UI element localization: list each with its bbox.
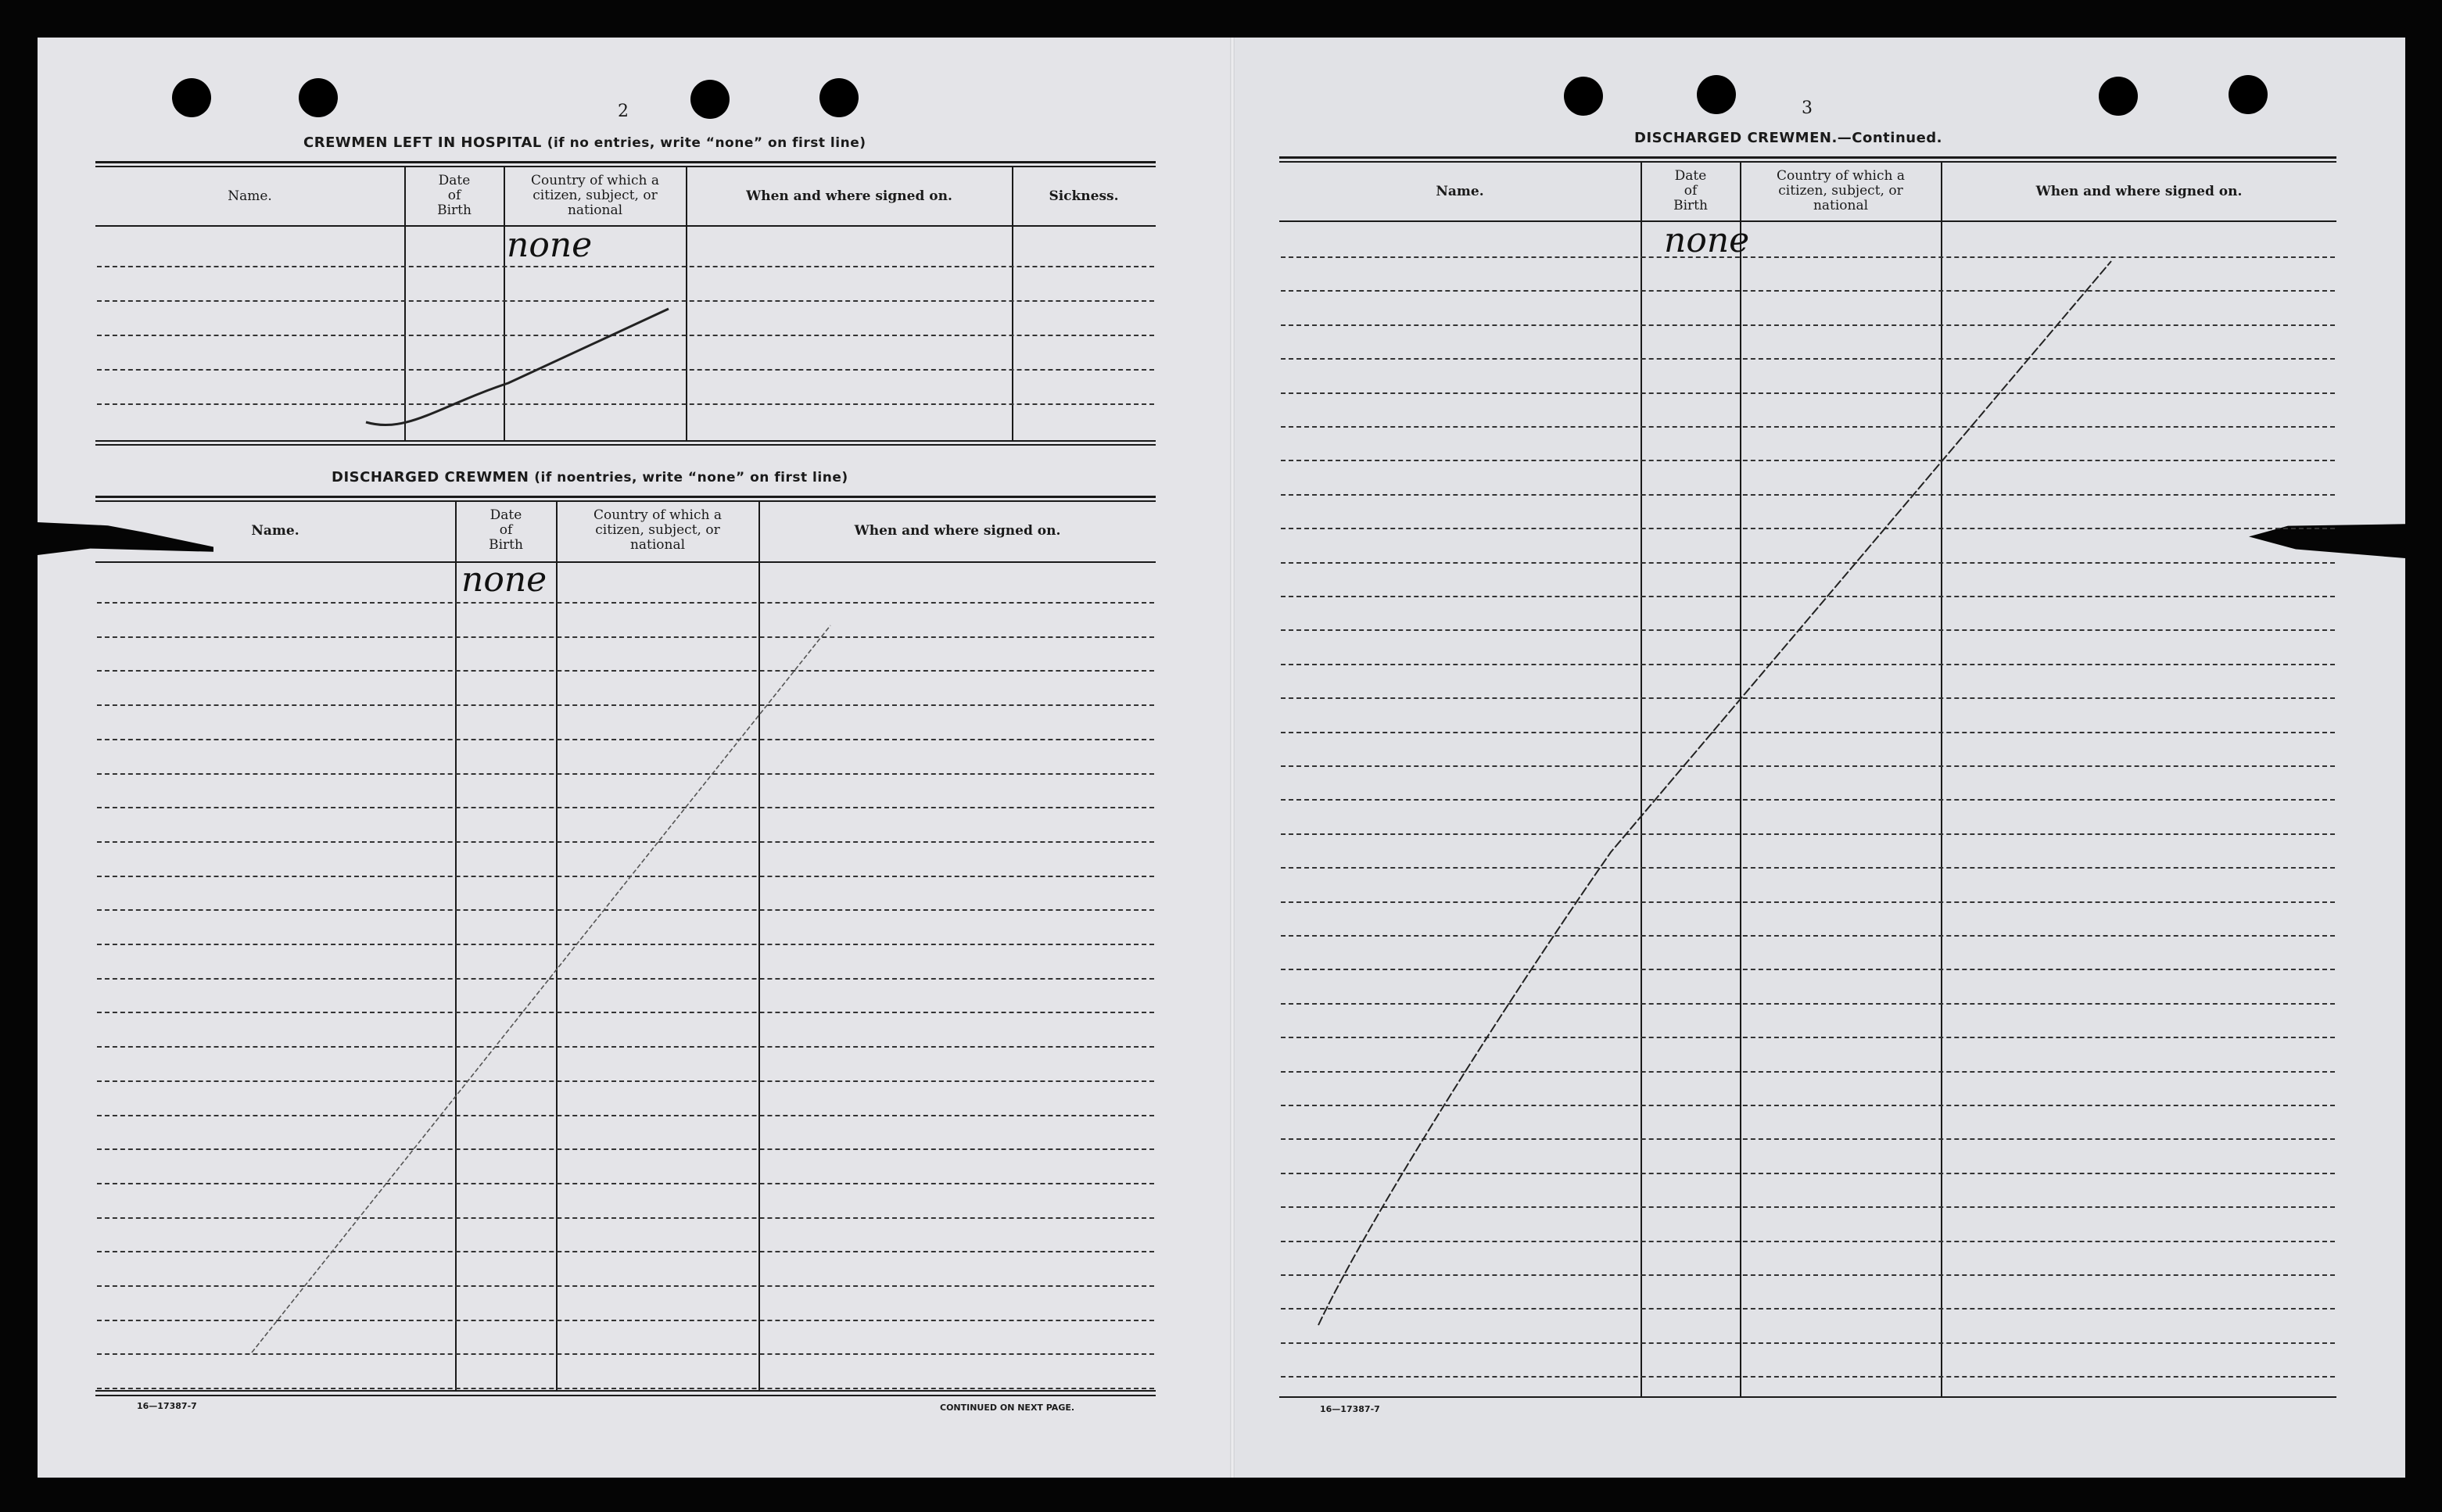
form-number: 16—17387-7 (1320, 1404, 1380, 1414)
handwritten-none: none (1664, 220, 1750, 260)
page-number: 2 (618, 102, 629, 121)
col-header-text: Name. (1436, 184, 1484, 199)
col-header-text: Country of which a citizen, subject, or national (531, 173, 659, 218)
col-header-text: Name. (251, 523, 299, 539)
discharged-title-text: DISCHARGED CREWMEN (332, 469, 529, 485)
col-header-text: Sickness. (1049, 188, 1119, 204)
hospital-title-text: CREWMEN LEFT IN HOSPITAL (303, 134, 542, 151)
cross-out-stroke (252, 625, 830, 1353)
col-header-text: Name. (228, 188, 272, 204)
discharged-instruction: (if noentries, write “none” on first line) (534, 470, 848, 485)
hospital-instruction: (if no entries, write “none” on first line) (547, 135, 866, 151)
cross-out-stroke (366, 309, 669, 425)
col-header-text: Date of Birth (1673, 168, 1708, 213)
continued-note: CONTINUED ON NEXT PAGE. (940, 1403, 1075, 1413)
col-header-text: When and where signed on. (2035, 184, 2243, 199)
discharged-continued-title: DISCHARGED CREWMEN.—Continued. (1634, 130, 1943, 146)
col-header-text: Date of Birth (437, 173, 472, 218)
handwritten-none: none (507, 225, 593, 265)
col-header-text: Country of which a citizen, subject, or national (1777, 168, 1905, 213)
col-header-text: Date of Birth (489, 507, 523, 553)
form-number: 16—17387-7 (137, 1401, 197, 1411)
col-header-text: When and where signed on. (746, 188, 952, 204)
page-number: 3 (1802, 99, 1813, 118)
handwritten-none: none (461, 560, 547, 600)
col-header-text: When and where signed on. (854, 523, 1061, 539)
cross-out-stroke (1318, 261, 2111, 1325)
col-header-text: Country of which a citizen, subject, or national (593, 507, 722, 553)
